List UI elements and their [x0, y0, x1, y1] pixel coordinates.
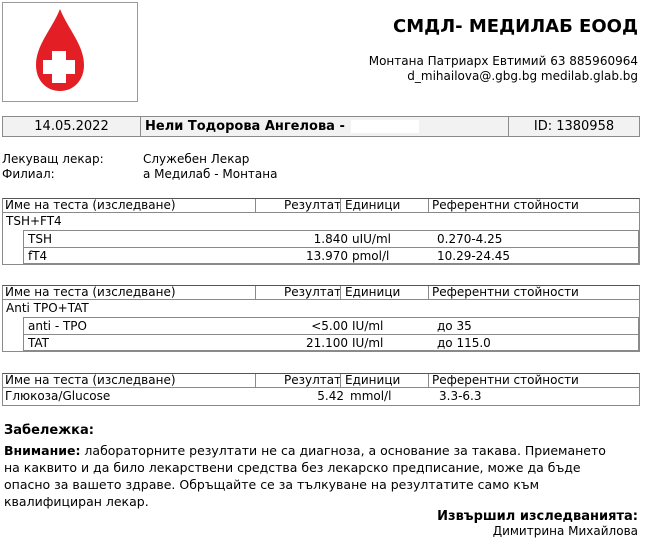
test-reference: 0.270-4.25 — [437, 232, 503, 246]
test-units: uIU/ml — [352, 232, 391, 246]
test-units: IU/ml — [352, 336, 384, 350]
test-units: mmol/l — [350, 389, 392, 403]
signer-title: Извършил изследванията: — [437, 509, 638, 524]
patient-id: ID: 1380958 — [533, 119, 615, 134]
test-result: <5.00 — [311, 319, 348, 333]
test-units: pmol/l — [352, 249, 390, 263]
col-reference: Референтни стойности — [432, 373, 579, 387]
logo-box — [2, 2, 138, 102]
test-name: TSH — [28, 232, 52, 246]
note-body — [4, 442, 614, 510]
table-row — [23, 334, 639, 351]
test-result: 5.42 — [317, 389, 344, 403]
group-name: TSH+FT4 — [6, 214, 62, 228]
warning-text: лабораторните резултати не са диагноза, а основание за такава. Приемането на каквито и да било лекарствени средства без лекарско предписание, може да бъде опасно за вашето здраве. Обръщайте се за тълкуване на резултатите само към квалифициран лекар. — [4, 443, 606, 509]
col-result: Резултат — [284, 373, 342, 387]
lab-name: СМДЛ- МЕДИЛАБ ЕООД — [393, 16, 638, 37]
note-title: Забележка: — [4, 423, 94, 438]
results-table-1 — [2, 198, 640, 265]
test-name: Глюкоза/Glucose — [5, 389, 111, 403]
col-test: Име на теста (изследване) — [5, 373, 176, 387]
patient-bar — [2, 116, 640, 137]
col-reference: Референтни стойности — [432, 198, 579, 212]
col-units: Единици — [345, 285, 401, 299]
report-date: 14.05.2022 — [3, 117, 141, 136]
col-units: Единици — [345, 198, 401, 212]
lab-address: Монтана Патриарх Евтимий 63 885960964 — [368, 54, 638, 68]
col-result: Резултат — [284, 198, 342, 212]
col-test: Име на теста (изследване) — [5, 198, 176, 212]
branch-value: а Медилаб - Монтана — [143, 167, 278, 181]
table-header — [2, 373, 640, 388]
test-name: TAT — [28, 336, 50, 350]
group-block — [2, 388, 640, 406]
table-row — [3, 388, 639, 405]
test-name: anti - TPO — [28, 319, 87, 333]
test-reference: до 115.0 — [437, 336, 491, 350]
doctor-value: Служебен Лекар — [143, 152, 250, 166]
col-result: Резултат — [284, 285, 342, 299]
test-result: 13.970 — [306, 249, 348, 263]
col-reference: Референтни стойности — [432, 285, 579, 299]
test-reference: 3.3-6.3 — [439, 389, 482, 403]
lab-contact: d_mihailova@.gbg.bg medilab.glab.bg — [407, 69, 638, 83]
test-reference: до 35 — [437, 319, 472, 333]
table-row — [23, 317, 639, 334]
group-block — [2, 213, 640, 265]
test-reference: 10.29-24.45 — [437, 249, 511, 263]
blood-drop-cross-icon — [3, 3, 137, 101]
group-block — [2, 300, 640, 352]
col-units: Единици — [345, 373, 401, 387]
test-result: 1.840 — [313, 232, 348, 246]
col-test: Име на теста (изследване) — [5, 285, 176, 299]
table-row — [23, 230, 639, 247]
results-table-3 — [2, 373, 640, 406]
warning-label: Внимание: — [4, 443, 81, 458]
table-header — [2, 285, 640, 300]
group-name: Anti TPO+TAT — [6, 301, 89, 315]
table-row — [23, 247, 639, 264]
table-header — [2, 198, 640, 213]
test-name: fT4 — [28, 249, 48, 263]
doctor-label: Лекуващ лекар: — [2, 152, 104, 166]
signer-name: Димитрина Михайлова — [492, 524, 638, 538]
branch-label: Филиал: — [2, 167, 55, 181]
results-table-2 — [2, 285, 640, 352]
redacted-area — [351, 120, 419, 133]
test-result: 21.100 — [306, 336, 348, 350]
test-units: IU/ml — [352, 319, 384, 333]
patient-name-cell — [141, 117, 509, 136]
patient-name: Нели Тодорова Ангелова - — [145, 119, 345, 134]
